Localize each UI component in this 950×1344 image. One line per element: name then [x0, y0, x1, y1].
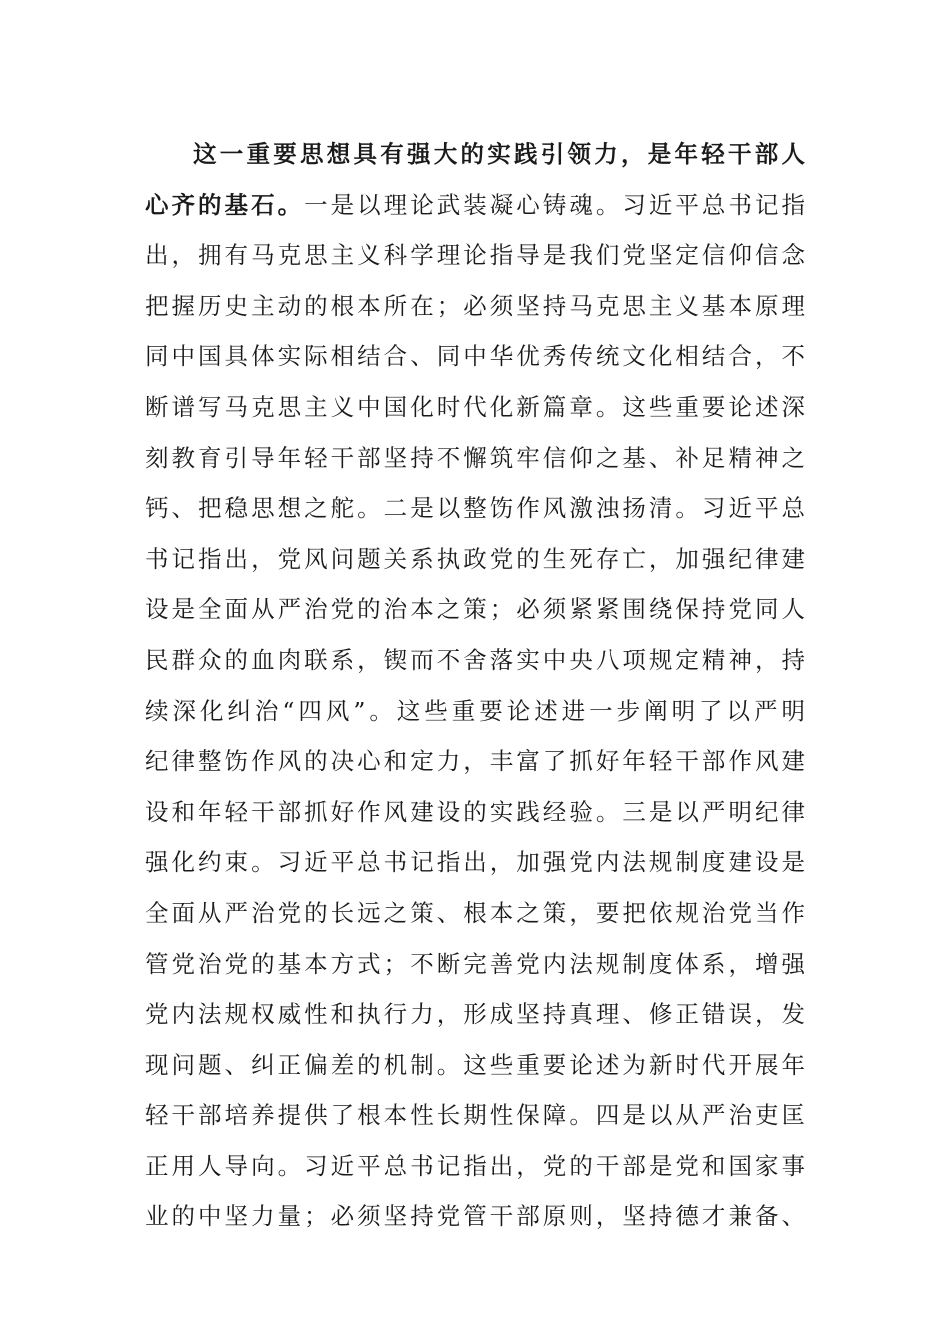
- paragraph-line: [145, 635, 805, 686]
- line-text: 正用人导向。习近平总书记指出，党的干部是党和国家事: [145, 1151, 805, 1180]
- paragraph-line: [145, 129, 805, 180]
- bold-lead-text: 这一重要思想具有强大的实践引领力，是年轻干部人: [193, 140, 805, 168]
- line-text: 出，拥有马克思主义科学理论指导是我们党坚定信仰信念: [145, 241, 805, 270]
- line-text: 现问题、纠正偏差的机制。这些重要论述为新时代开展年: [145, 1050, 805, 1079]
- body-paragraph: [145, 129, 825, 1242]
- line-text: 轻干部培养提供了根本性长期性保障。四是以从严治吏匡: [145, 1101, 805, 1130]
- line-text: 一是以理论武装凝心铸魂。习近平总书记指: [304, 190, 805, 219]
- paragraph-line: [145, 180, 805, 231]
- paragraph-line: [145, 939, 805, 990]
- line-text: 设和年轻干部抓好作风建设的实践经验。三是以严明纪律: [145, 797, 805, 826]
- line-text: 党内法规权威性和执行力，形成坚持真理、修正错误，发: [145, 1000, 805, 1029]
- paragraph-line: [145, 483, 805, 534]
- paragraph-line: [145, 888, 805, 939]
- paragraph-line: [145, 1040, 805, 1091]
- line-text: 同中国具体实际相结合、同中华优秀传统文化相结合，不: [145, 342, 805, 371]
- line-text: 断谱写马克思主义中国化时代化新篇章。这些重要论述深: [145, 392, 805, 421]
- bold-lead-text: 心齐的基石。: [145, 190, 305, 219]
- line-text: 全面从严治党的长远之策、根本之策，要把依规治党当作: [145, 898, 805, 927]
- line-text: 把握历史主动的根本所在；必须坚持马克思主义基本原理: [145, 291, 805, 320]
- paragraph-line: [145, 989, 805, 1040]
- line-text: 管党治党的基本方式；不断完善党内法规制度体系，增强: [145, 949, 805, 978]
- paragraph-line: [145, 584, 805, 635]
- paragraph-line: [145, 1090, 805, 1141]
- paragraph-line: [145, 837, 805, 888]
- paragraph-line: [145, 787, 805, 838]
- paragraph-line: [145, 534, 805, 585]
- paragraph-line: [145, 230, 805, 281]
- line-text: 纪律整饬作风的决心和定力，丰富了抓好年轻干部作风建: [145, 747, 805, 776]
- paragraph-line: [145, 382, 805, 433]
- paragraph-line: [145, 1191, 805, 1242]
- paragraph-line: [145, 281, 805, 332]
- line-text: 强化约束。习近平总书记指出，加强党内法规制度建设是: [145, 848, 805, 877]
- line-text: 钙、把稳思想之舵。二是以整饬作风激浊扬清。习近平总: [145, 494, 805, 523]
- paragraph-line: [145, 1141, 805, 1192]
- line-text: 书记指出，党风问题关系执政党的生死存亡，加强纪律建: [145, 544, 805, 573]
- line-text: 续深化纠治“四风”。这些重要论述进一步阐明了以严明: [145, 696, 805, 725]
- line-text: 业的中坚力量；必须坚持党管干部原则，坚持德才兼备、: [145, 1202, 805, 1231]
- paragraph-line: [145, 686, 805, 737]
- paragraph-line: [145, 736, 805, 787]
- line-text: 民群众的血肉联系，锲而不舍落实中央八项规定精神，持: [145, 645, 805, 674]
- paragraph-line: [145, 433, 805, 484]
- line-text: 刻教育引导年轻干部坚持不懈筑牢信仰之基、补足精神之: [145, 443, 805, 472]
- line-text: 设是全面从严治党的治本之策；必须紧紧围绕保持党同人: [145, 595, 805, 624]
- paragraph-line: [145, 331, 805, 382]
